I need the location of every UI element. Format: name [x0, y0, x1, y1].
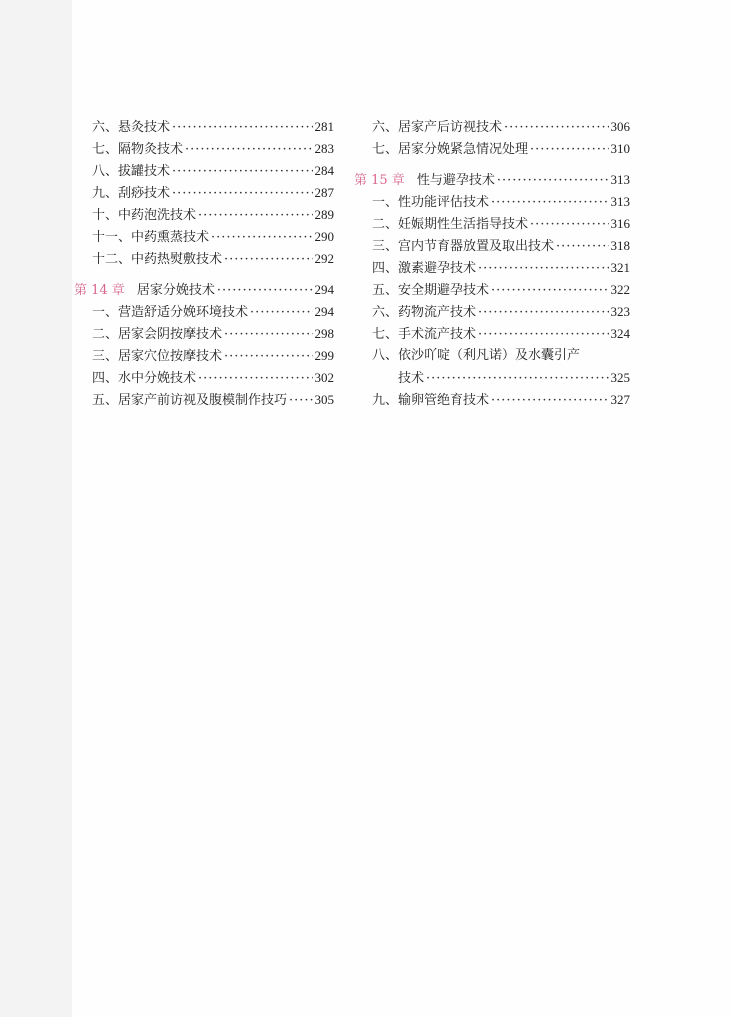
toc-entry-page: 327 — [610, 392, 630, 407]
chapter-title: 性与避孕技术 — [416, 173, 495, 188]
toc-entry-title: 三、宫内节育器放置及取出技术 — [372, 239, 555, 254]
toc-entry-page: 322 — [610, 282, 630, 297]
dot-leader — [172, 161, 312, 183]
toc-entry-page: 302 — [314, 370, 334, 385]
toc-entry[interactable] — [92, 116, 334, 138]
toc-entry-title: 一、性功能评估技术 — [372, 195, 490, 210]
toc-entry-page: 289 — [314, 207, 334, 222]
toc-entry-title: 九、刮痧技术 — [92, 186, 171, 201]
toc-entry-page: 310 — [610, 141, 630, 156]
dot-leader — [491, 280, 608, 302]
dot-leader — [224, 346, 312, 368]
toc-chapter-heading[interactable] — [74, 279, 334, 301]
toc-entry[interactable] — [92, 345, 334, 367]
toc-entry-page: 298 — [314, 326, 334, 341]
toc-entry-page: 321 — [610, 260, 630, 275]
dot-leader — [491, 390, 608, 412]
toc-entry-title: 三、居家穴位按摩技术 — [92, 349, 223, 364]
toc-entry[interactable] — [92, 389, 334, 411]
toc-entry-page: 287 — [314, 185, 334, 200]
toc-entry-wrapped-line2[interactable] — [372, 367, 630, 389]
toc-entry-page: 305 — [314, 392, 334, 407]
toc-entry-title: 二、妊娠期性生活指导技术 — [372, 217, 529, 232]
toc-entry-page: 306 — [610, 119, 630, 134]
toc-entry[interactable] — [92, 182, 334, 204]
toc-entry-title: 八、依沙吖啶（利凡诺）及水囊引产 — [372, 348, 581, 363]
toc-entry[interactable] — [92, 138, 334, 160]
toc-entry[interactable] — [92, 301, 334, 323]
dot-leader — [556, 236, 608, 258]
dot-leader — [172, 117, 312, 139]
toc-entry[interactable] — [92, 160, 334, 182]
toc-entry-title: 五、居家产前访视及腹模制作技巧 — [92, 393, 288, 408]
chapter-number: 第 15 章 — [354, 173, 405, 188]
toc-entry-page: 281 — [314, 119, 334, 134]
toc-entry[interactable] — [92, 248, 334, 270]
toc-entry-title: 七、居家分娩紧急情况处理 — [372, 142, 529, 157]
toc-entry-title: 二、居家会阴按摩技术 — [92, 327, 223, 342]
toc-entry-page: 290 — [314, 229, 334, 244]
dot-leader — [497, 170, 609, 192]
toc-entry-title: 六、药物流产技术 — [372, 305, 477, 320]
toc-entry-page: 316 — [610, 216, 630, 231]
dot-leader — [198, 368, 312, 390]
chapter-number: 第 14 章 — [74, 283, 125, 298]
toc-entry[interactable] — [372, 138, 630, 160]
toc-entry-title: 五、安全期避孕技术 — [372, 283, 490, 298]
toc-entry-page: 299 — [314, 348, 334, 363]
dot-leader — [172, 183, 312, 205]
dot-leader — [530, 214, 608, 236]
toc-entry[interactable] — [92, 226, 334, 248]
dot-leader — [478, 302, 608, 324]
chapter-title: 居家分娩技术 — [136, 283, 215, 298]
dot-leader — [250, 302, 312, 324]
toc-entry[interactable] — [92, 204, 334, 226]
toc-entry[interactable] — [372, 116, 630, 138]
toc-entry-page: 325 — [610, 370, 630, 385]
toc-entry-title-continued: 技术 — [398, 371, 425, 386]
toc-entry[interactable] — [92, 367, 334, 389]
toc-entry-page: 324 — [610, 326, 630, 341]
dot-leader — [224, 324, 312, 346]
toc-entry-title: 十、中药泡洗技术 — [92, 208, 197, 223]
toc-entry-title: 一、营造舒适分娩环境技术 — [92, 305, 249, 320]
toc-entry-page: 294 — [314, 304, 334, 319]
toc-right-column — [354, 116, 630, 411]
dot-leader — [426, 368, 608, 390]
toc-entry-title: 八、拔罐技术 — [92, 164, 171, 179]
chapter-page: 294 — [314, 282, 334, 297]
toc-entry-title: 七、手术流产技术 — [372, 327, 477, 342]
dot-leader — [198, 205, 312, 227]
chapter-page: 313 — [610, 172, 630, 187]
dot-leader — [530, 139, 608, 161]
toc-entry-title: 四、水中分娩技术 — [92, 371, 197, 386]
toc-entry-title: 九、输卵管绝育技术 — [372, 393, 490, 408]
dot-leader — [478, 324, 608, 346]
toc-left-column — [74, 116, 334, 411]
dot-leader — [478, 258, 608, 280]
toc-entry[interactable] — [372, 389, 630, 411]
toc-entry[interactable] — [372, 191, 630, 213]
toc-entry-page: 323 — [610, 304, 630, 319]
toc-entry-title: 六、悬灸技术 — [92, 120, 171, 135]
toc-entry-page: 318 — [610, 238, 630, 253]
dot-leader — [217, 280, 313, 302]
dot-leader — [224, 249, 312, 271]
toc-entry-title: 七、隔物灸技术 — [92, 142, 184, 157]
toc-entry-page: 292 — [314, 251, 334, 266]
dot-leader — [491, 192, 608, 214]
dot-leader — [504, 117, 608, 139]
toc-entry-title: 六、居家产后访视技术 — [372, 120, 503, 135]
toc-chapter-heading[interactable] — [354, 169, 630, 191]
toc-entry[interactable] — [372, 257, 630, 279]
toc-entry-wrapped-line1[interactable] — [372, 345, 630, 367]
toc-entry[interactable] — [372, 279, 630, 301]
toc-entry[interactable] — [372, 301, 630, 323]
toc-entry[interactable] — [372, 213, 630, 235]
dot-leader — [211, 227, 312, 249]
toc-entry-title: 十二、中药热熨敷技术 — [92, 252, 223, 267]
toc-entry[interactable] — [372, 323, 630, 345]
dot-leader — [185, 139, 312, 161]
toc-entry[interactable] — [92, 323, 334, 345]
dot-leader — [289, 390, 312, 412]
toc-entry[interactable] — [372, 235, 630, 257]
toc-entry-page: 313 — [610, 194, 630, 209]
toc-entry-page: 283 — [314, 141, 334, 156]
toc-entry-title: 四、激素避孕技术 — [372, 261, 477, 276]
toc-entry-title: 十一、中药熏蒸技术 — [92, 230, 210, 245]
toc-entry-page: 284 — [314, 163, 334, 178]
